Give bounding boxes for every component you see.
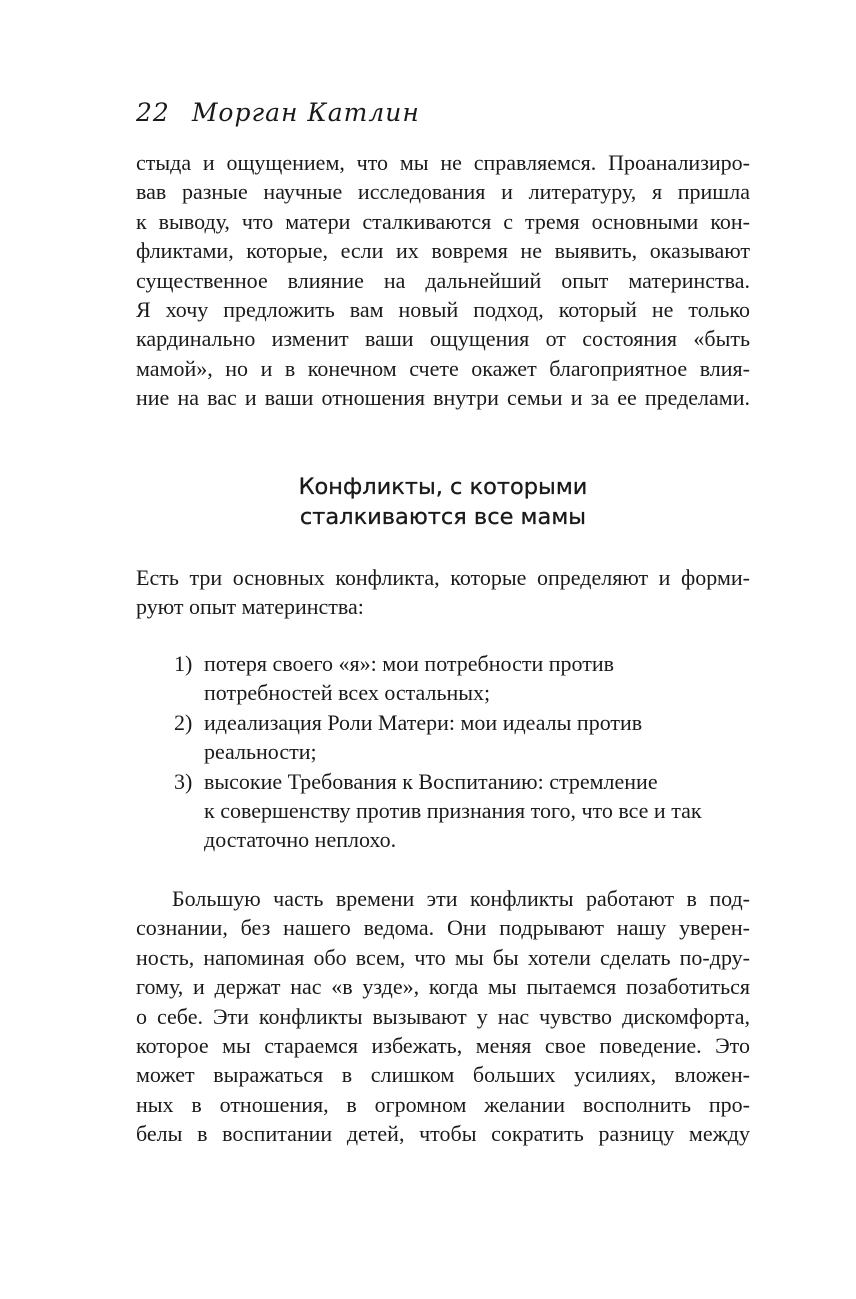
text-line: кардинально изменит ваши ощущения от состояния «быть — [136, 326, 750, 352]
list-marker: 1) — [174, 651, 193, 676]
text-line: потребностей всех остальных; — [204, 680, 491, 706]
text-line: вав разные научные исследования и литературу, я пришла — [136, 179, 750, 205]
text-line: мамой», но и в конечном счете окажет благоприятное влия- — [136, 355, 750, 381]
text-line: Есть три основных конфликта, которые определяют и форми- — [136, 565, 750, 590]
page-number: 22 — [136, 98, 170, 127]
text-line: к выводу, что матери сталкиваются с тремя основными кон- — [136, 208, 750, 234]
text-line: гому, и держат нас «в узде», когда мы пытаемся позаботиться — [136, 974, 750, 1000]
text-line: которое мы стараемся избежать, меняя свое поведение. Это — [136, 1033, 750, 1059]
section-heading — [136, 472, 750, 532]
list-marker: 3) — [174, 768, 193, 794]
text-line: ние на вас и ваши отношения внутри семьи и за ее пределами. — [136, 385, 750, 411]
text-line: ность, напоминая обо всем, что мы бы хотели сделать по-дру- — [136, 944, 750, 970]
list-marker: 2) — [174, 709, 193, 735]
intro-paragraph — [136, 563, 750, 622]
text-line: достаточно неплохо. — [204, 827, 397, 853]
text-line: белы в воспитании детей, чтобы сократить разницу между — [136, 1121, 750, 1147]
text-line: существенное влияние на дальнейший опыт материнства. — [136, 267, 750, 293]
top-paragraph — [136, 148, 750, 413]
section-heading-line: Конфликты, с которыми — [298, 474, 588, 500]
conflict-list — [174, 649, 754, 855]
text-line: к совершенству против признания того, что все и так — [204, 798, 702, 824]
list-item — [174, 649, 754, 708]
list-item — [174, 708, 754, 767]
text-line: потеря своего «я»: мои потребности против — [204, 651, 614, 676]
author-name: Морган Катлин — [191, 98, 420, 127]
text-line: Я хочу предложить вам новый подход, который не только — [136, 297, 750, 323]
text-line: может выражаться в слишком больших усилиях, вложен- — [136, 1062, 750, 1088]
text-line: Большую часть времени эти конфликты работают в под- — [172, 886, 750, 911]
text-line: реальности; — [204, 739, 317, 765]
text-line: стыда и ощущением, что мы не справляемся. Проанализиро- — [136, 150, 750, 175]
text-line: о себе. Эти конфликты вызывают у нас чувство дискомфорта, — [136, 1003, 750, 1029]
text-line: сознании, без нашего ведома. Они подрывают нашу уверен- — [136, 915, 750, 941]
bottom-paragraph — [136, 884, 750, 1149]
text-line: высокие Требования к Воспитанию: стремление — [204, 768, 658, 794]
text-line: ных в отношения, в огромном желании восполнить про- — [136, 1091, 750, 1117]
text-line: руют опыт материнства: — [136, 594, 364, 620]
text-line: идеализация Роли Матери: мои идеалы против — [204, 709, 643, 735]
list-item — [174, 767, 754, 855]
section-heading-line: сталкиваются все мамы — [299, 504, 587, 530]
running-head — [136, 98, 420, 127]
text-line: фликтами, которые, если их вовремя не выявить, оказывают — [136, 238, 750, 264]
